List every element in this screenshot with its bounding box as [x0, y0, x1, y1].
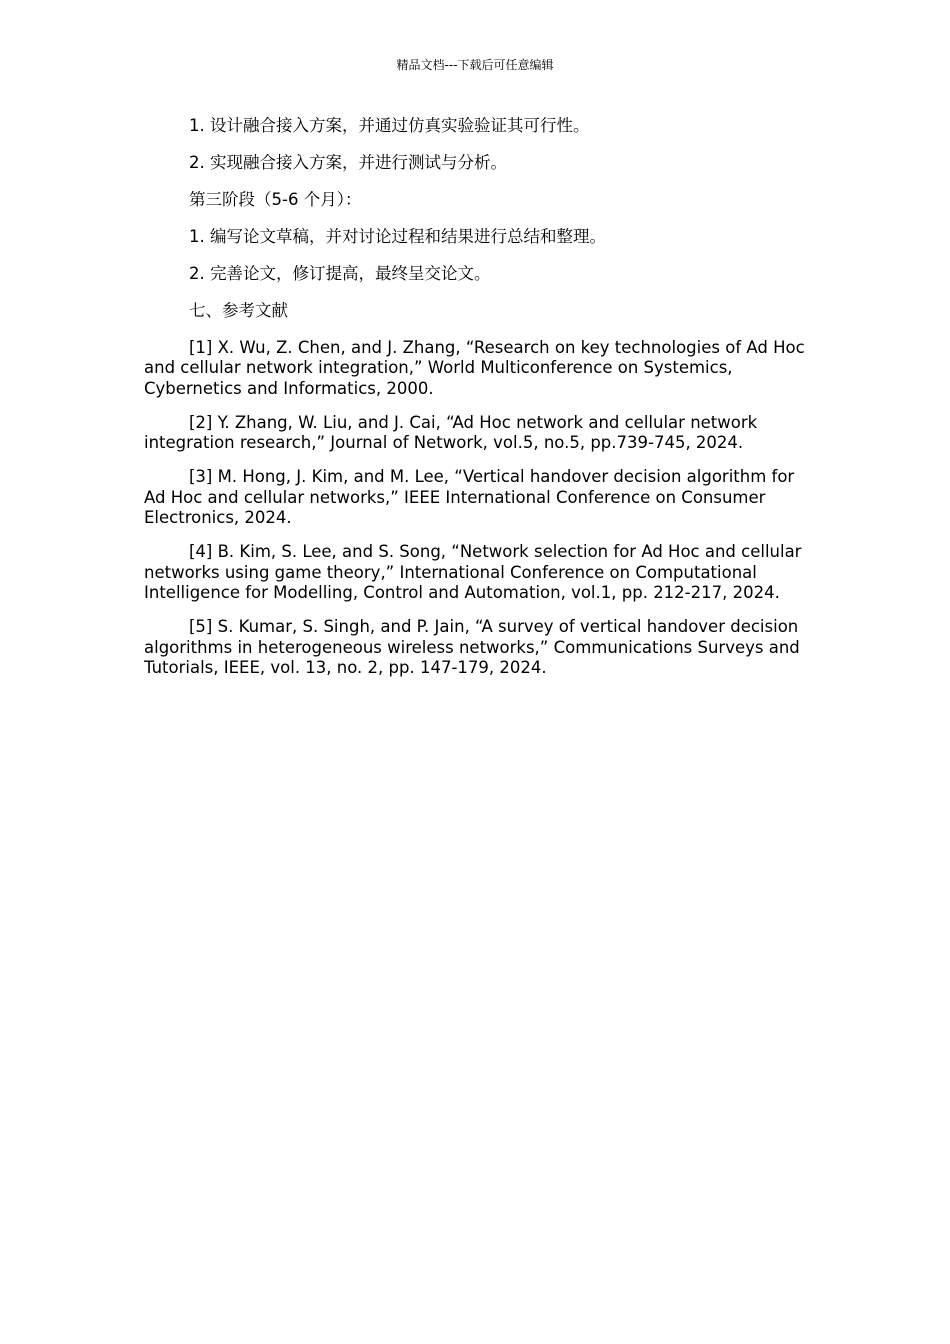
plan-item-finalize: 2. 完善论文，修订提高，最终呈交论文。: [189, 264, 491, 283]
references-heading: 七、参考文献: [189, 301, 288, 320]
page-header: 精品文档---下载后可任意编辑: [396, 58, 554, 72]
document-body: [144, 116, 808, 692]
reference-item-1: [1] X. Wu, Z. Chen, and J. Zhang, “Research on key technologies of Ad Hoc and cellular network integration,” World Multiconference on Systemics, Cybernetics and Informatics, 2000.: [144, 338, 805, 398]
reference-item-5: [5] S. Kumar, S. Singh, and P. Jain, “A survey of vertical handover decision algorithms in heterogeneous wireless networks,” Communications Surveys and Tutorials, IEEE, vol. 13, no. 2, pp. 147-179, 2024.: [144, 617, 800, 677]
reference-item-3: [3] M. Hong, J. Kim, and M. Lee, “Vertical handover decision algorithm for Ad Hoc and cellular networks,” IEEE International Conference on Consumer Electronics, 2024.: [144, 467, 795, 528]
plan-item-design: 1. 设计融合接入方案，并通过仿真实验验证其可行性。: [189, 116, 590, 135]
plan-item-implement: 2. 实现融合接入方案，并进行测试与分析。: [189, 153, 507, 172]
phase-three-heading: 第三阶段（5-6 个月）：: [189, 190, 362, 209]
reference-list: [144, 338, 808, 678]
plan-item-draft: 1. 编写论文草稿，并对讨论过程和结果进行总结和整理。: [189, 227, 606, 246]
reference-item-4: [4] B. Kim, S. Lee, and S. Song, “Network selection for Ad Hoc and cellular networks using game theory,” International Conference on Computational Intelligence for Modelling, Control and Automation, vol.1, pp. 212-217, 2024.: [144, 542, 802, 602]
reference-item-2: [2] Y. Zhang, W. Liu, and J. Cai, “Ad Hoc network and cellular network integration research,” Journal of Network, vol.5, no.5, pp.739-745, 2024.: [144, 412, 758, 453]
